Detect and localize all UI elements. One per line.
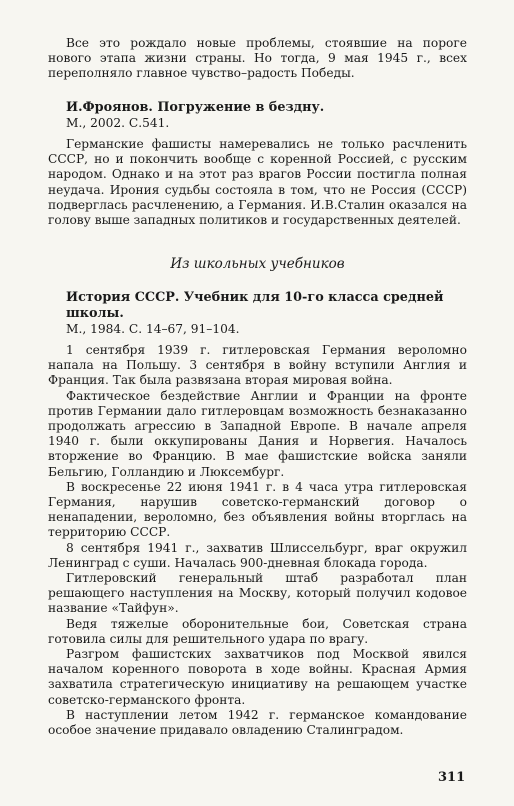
paragraph: Фактическое бездействие Англии и Франции на фронте против Германии дало гитлеровцам возможность безнаказанно продолжать агрессию в Западной Европе. В начале апреля 1940 г. были оккупированы Дания и Норвегия. Началось вторжение во Францию. В мае фашистские войска заняли Бельгию, Голландию и Люксембург. — [48, 388, 467, 479]
paragraph: В наступлении летом 1942 г. германское командование особое значение придавало овладению Сталинградом. — [48, 707, 467, 738]
excerpt-source: М., 2002. С.541. — [66, 116, 170, 130]
section-heading-wrap — [48, 256, 467, 272]
paragraph: Гитлеровский генеральный штаб разработал план решающего наступления на Москву, который получил кодовое название «Тайфун». — [48, 571, 467, 616]
section-title: Из школьных учебников — [170, 256, 345, 272]
paragraph: В воскресенье 22 июня 1941 г. в 4 часа утра гитлеровская Германия, нарушив советско-германский договор о ненападении, вероломно, без объявления войны вторглась на территорию СССР. — [48, 479, 467, 540]
excerpt-title: И.Фроянов. Погружение в бездну. — [66, 100, 325, 115]
excerpt-title: История СССР. Учебник для 10-го класса средней школы. — [66, 290, 444, 321]
froyanov-excerpt — [48, 100, 467, 228]
paragraph: 8 сентября 1941 г., захватив Шлиссельбург, враг окружил Ленинград с суши. Началась 900-дневная блокада города. — [48, 540, 467, 570]
paragraph: Все это рождало новые проблемы, стоявшие на пороге нового этапа жизни страны. Но тогда, 9 мая 1945 г., всех переполняло главное чувство–радость Победы. — [48, 36, 467, 81]
paragraph: Ведя тяжелые оборонительные бои, Советская страна готовила силы для решительного удара по врагу. — [48, 616, 467, 646]
page-number: 311 — [438, 770, 466, 785]
paragraph: Германские фашисты намеревались не только расчленить СССР, но и покончить вообще с коренной Россией, с русским народом. Однако и на этот раз врагов России постигла полная неудача. Ирония судьбы состояла в том, что не Россия (СССР) подверглась расчленению, а Германия. И.В.Сталин оказался на голову выше западных политиков и государственных деятелей. — [48, 137, 467, 228]
paragraph: Разгром фашистских захватчиков под Москвой явился началом коренного поворота в ходе войны. Красная Армия захватила стратегическую инициативу на решающем участке советско-германского фронта. — [48, 647, 467, 707]
textbook-excerpt — [48, 290, 467, 738]
paragraph: 1 сентября 1939 г. гитлеровская Германия вероломно напала на Польшу. 3 сентября в войну вступили Англия и Франция. Так была развязана вторая мировая война. — [48, 343, 467, 388]
closing-paragraph — [48, 36, 467, 82]
excerpt-source: М., 1984. С. 14–67, 91–104. — [66, 322, 240, 336]
excerpt-body — [48, 343, 467, 738]
